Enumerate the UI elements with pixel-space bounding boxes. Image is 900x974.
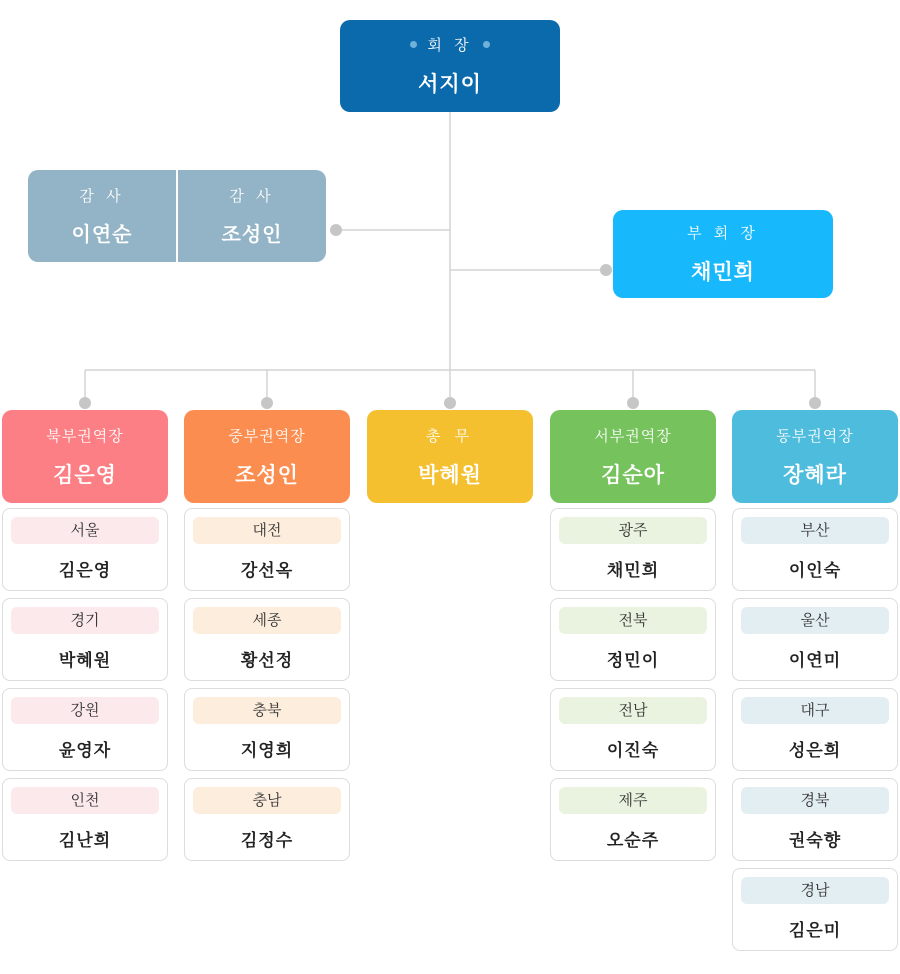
- member-name: 윤영자: [58, 741, 112, 760]
- branch-header-general-affairs: [367, 410, 533, 503]
- region-badge: 세종: [193, 607, 341, 634]
- chairman-title-row: [410, 34, 489, 55]
- auditor-cell-2: [178, 170, 326, 262]
- auditor-name: 이연순: [71, 224, 133, 246]
- member-name: 강선옥: [240, 561, 294, 580]
- region-badge: 대전: [193, 517, 341, 544]
- region-badge: 울산: [741, 607, 889, 634]
- member-name: 김은미: [788, 921, 842, 940]
- region-badge: 제주: [559, 787, 707, 814]
- member-card: [184, 598, 350, 681]
- branch-title: 동부권역장: [776, 427, 854, 445]
- member-name: 권숙향: [788, 831, 842, 850]
- branch-name: 김은영: [53, 463, 117, 487]
- region-badge: 서울: [11, 517, 159, 544]
- member-card: [732, 778, 898, 861]
- bullet-dot-icon: [410, 41, 417, 48]
- member-card: [550, 598, 716, 681]
- member-name: 성은희: [788, 741, 842, 760]
- vice-chairman-box: [613, 210, 833, 298]
- branch-title: 북부권역장: [46, 427, 124, 445]
- member-card: [2, 508, 168, 591]
- auditor-title: 감 사: [229, 188, 275, 205]
- member-card: [2, 778, 168, 861]
- member-name: 김난희: [58, 831, 112, 850]
- branch-name: 조성인: [235, 463, 299, 487]
- member-name: 이인숙: [788, 561, 842, 580]
- member-column-north: [2, 508, 168, 868]
- bullet-dot-icon: [483, 41, 490, 48]
- member-card: [550, 778, 716, 861]
- member-name: 김은영: [58, 561, 112, 580]
- branch-header-west: [550, 410, 716, 503]
- member-card: [732, 508, 898, 591]
- region-badge: 충남: [193, 787, 341, 814]
- vice-chairman-name: 채민희: [691, 261, 755, 284]
- branch-header-east: [732, 410, 898, 503]
- branch-title: 총 무: [425, 427, 475, 445]
- region-badge: 대구: [741, 697, 889, 724]
- chairman-box: [340, 20, 560, 112]
- member-name: 채민희: [606, 561, 660, 580]
- member-name: 김정수: [240, 831, 294, 850]
- member-card: [732, 688, 898, 771]
- auditors-box: [28, 170, 326, 262]
- auditor-title: 감 사: [79, 188, 125, 205]
- auditor-name: 조성인: [221, 224, 283, 246]
- branch-name: 장혜라: [783, 463, 847, 487]
- member-column-central: [184, 508, 350, 868]
- member-card: [550, 688, 716, 771]
- member-column-east: [732, 508, 898, 958]
- region-badge: 전북: [559, 607, 707, 634]
- member-name: 황선정: [240, 651, 294, 670]
- member-name: 오순주: [606, 831, 660, 850]
- member-card: [2, 598, 168, 681]
- member-name: 지영희: [240, 741, 294, 760]
- member-card: [184, 778, 350, 861]
- region-badge: 인천: [11, 787, 159, 814]
- member-card: [184, 508, 350, 591]
- branch-name: 김순아: [601, 463, 665, 487]
- member-name: 박혜원: [58, 651, 112, 670]
- member-card: [732, 868, 898, 951]
- region-badge: 충북: [193, 697, 341, 724]
- region-badge: 경남: [741, 877, 889, 904]
- region-badge: 부산: [741, 517, 889, 544]
- member-name: 정민이: [606, 651, 660, 670]
- member-name: 이연미: [788, 651, 842, 670]
- branch-title: 중부권역장: [228, 427, 306, 445]
- branch-name: 박혜원: [418, 463, 482, 487]
- chairman-title: 회 장: [427, 37, 473, 54]
- branch-header-north: [2, 410, 168, 503]
- member-card: [2, 688, 168, 771]
- member-name: 이진숙: [606, 741, 660, 760]
- branch-title: 서부권역장: [594, 427, 672, 445]
- chairman-name: 서지이: [418, 73, 482, 96]
- vice-chairman-title: 부 회 장: [687, 225, 759, 242]
- region-badge: 경북: [741, 787, 889, 814]
- region-badge: 강원: [11, 697, 159, 724]
- auditor-cell-1: [28, 170, 178, 262]
- region-badge: 광주: [559, 517, 707, 544]
- member-card: [184, 688, 350, 771]
- member-column-west: [550, 508, 716, 868]
- branch-header-central: [184, 410, 350, 503]
- region-badge: 전남: [559, 697, 707, 724]
- member-card: [550, 508, 716, 591]
- member-card: [732, 598, 898, 681]
- region-badge: 경기: [11, 607, 159, 634]
